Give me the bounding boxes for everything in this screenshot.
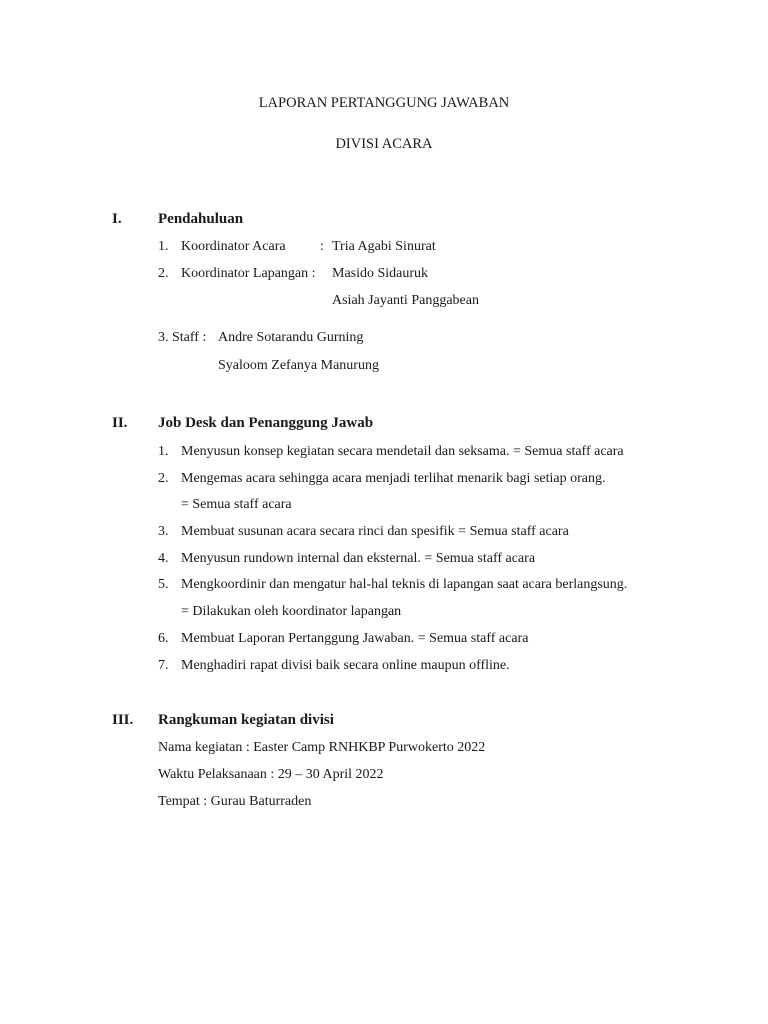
coordinator-separator: : [320, 239, 324, 254]
list-number: 1. [158, 239, 169, 254]
list-number: 3. [158, 524, 169, 539]
section-heading: Job Desk dan Penanggung Jawab [158, 415, 374, 431]
section-numeral: III. [112, 712, 134, 728]
staff-label: 3. Staff : [158, 330, 207, 345]
list-number: 2. [158, 266, 169, 281]
list-item: Menyusun konsep kegiatan secara mendetail dan seksama. = Semua staff acara [181, 444, 624, 459]
document-subtitle: DIVISI ACARA [335, 136, 433, 152]
field-coordinator-label: Koordinator Lapangan : [181, 266, 316, 281]
coordinator-label: Koordinator Acara [181, 239, 286, 254]
list-number: 4. [158, 551, 169, 566]
list-item: Mengemas acara sehingga acara menjadi terlihat menarik bagi setiap orang. [181, 471, 606, 486]
summary-line-event-name: Nama kegiatan : Easter Camp RNHKBP Purwokerto 2022 [158, 740, 486, 755]
list-number: 6. [158, 631, 169, 646]
list-item: Membuat susunan acara secara rinci dan spesifik = Semua staff acara [181, 524, 569, 539]
list-item: Menyusun rundown internal dan eksternal. = Semua staff acara [181, 551, 536, 566]
list-item-continuation: = Semua staff acara [181, 497, 292, 512]
staff-name: Andre Sotarandu Gurning [218, 330, 364, 345]
summary-line-event-place: Tempat : Gurau Baturraden [158, 794, 312, 809]
section-heading: Pendahuluan [158, 211, 244, 227]
staff-name: Syaloom Zefanya Manurung [218, 358, 379, 373]
field-coordinator-value: Masido Sidauruk [332, 266, 429, 281]
list-item: Menghadiri rapat divisi baik secara online maupun offline. [181, 658, 510, 673]
section-numeral: I. [112, 211, 122, 227]
document-title: LAPORAN PERTANGGUNG JAWABAN [258, 95, 510, 111]
list-number: 7. [158, 658, 169, 673]
list-number: 5. [158, 577, 169, 592]
list-number: 1. [158, 444, 169, 459]
coordinator-value: Tria Agabi Sinurat [332, 239, 436, 254]
list-item: Mengkoordinir dan mengatur hal-hal teknis di lapangan saat acara berlangsung. [181, 577, 628, 592]
summary-line-event-time: Waktu Pelaksanaan : 29 – 30 April 2022 [158, 767, 384, 782]
list-item-continuation: = Dilakukan oleh koordinator lapangan [181, 604, 402, 619]
section-numeral: II. [112, 415, 128, 431]
list-item: Membuat Laporan Pertanggung Jawaban. = Semua staff acara [181, 631, 529, 646]
list-number: 2. [158, 471, 169, 486]
field-coordinator-value-2: Asiah Jayanti Panggabean [332, 293, 479, 308]
section-heading: Rangkuman kegiatan divisi [158, 712, 334, 728]
